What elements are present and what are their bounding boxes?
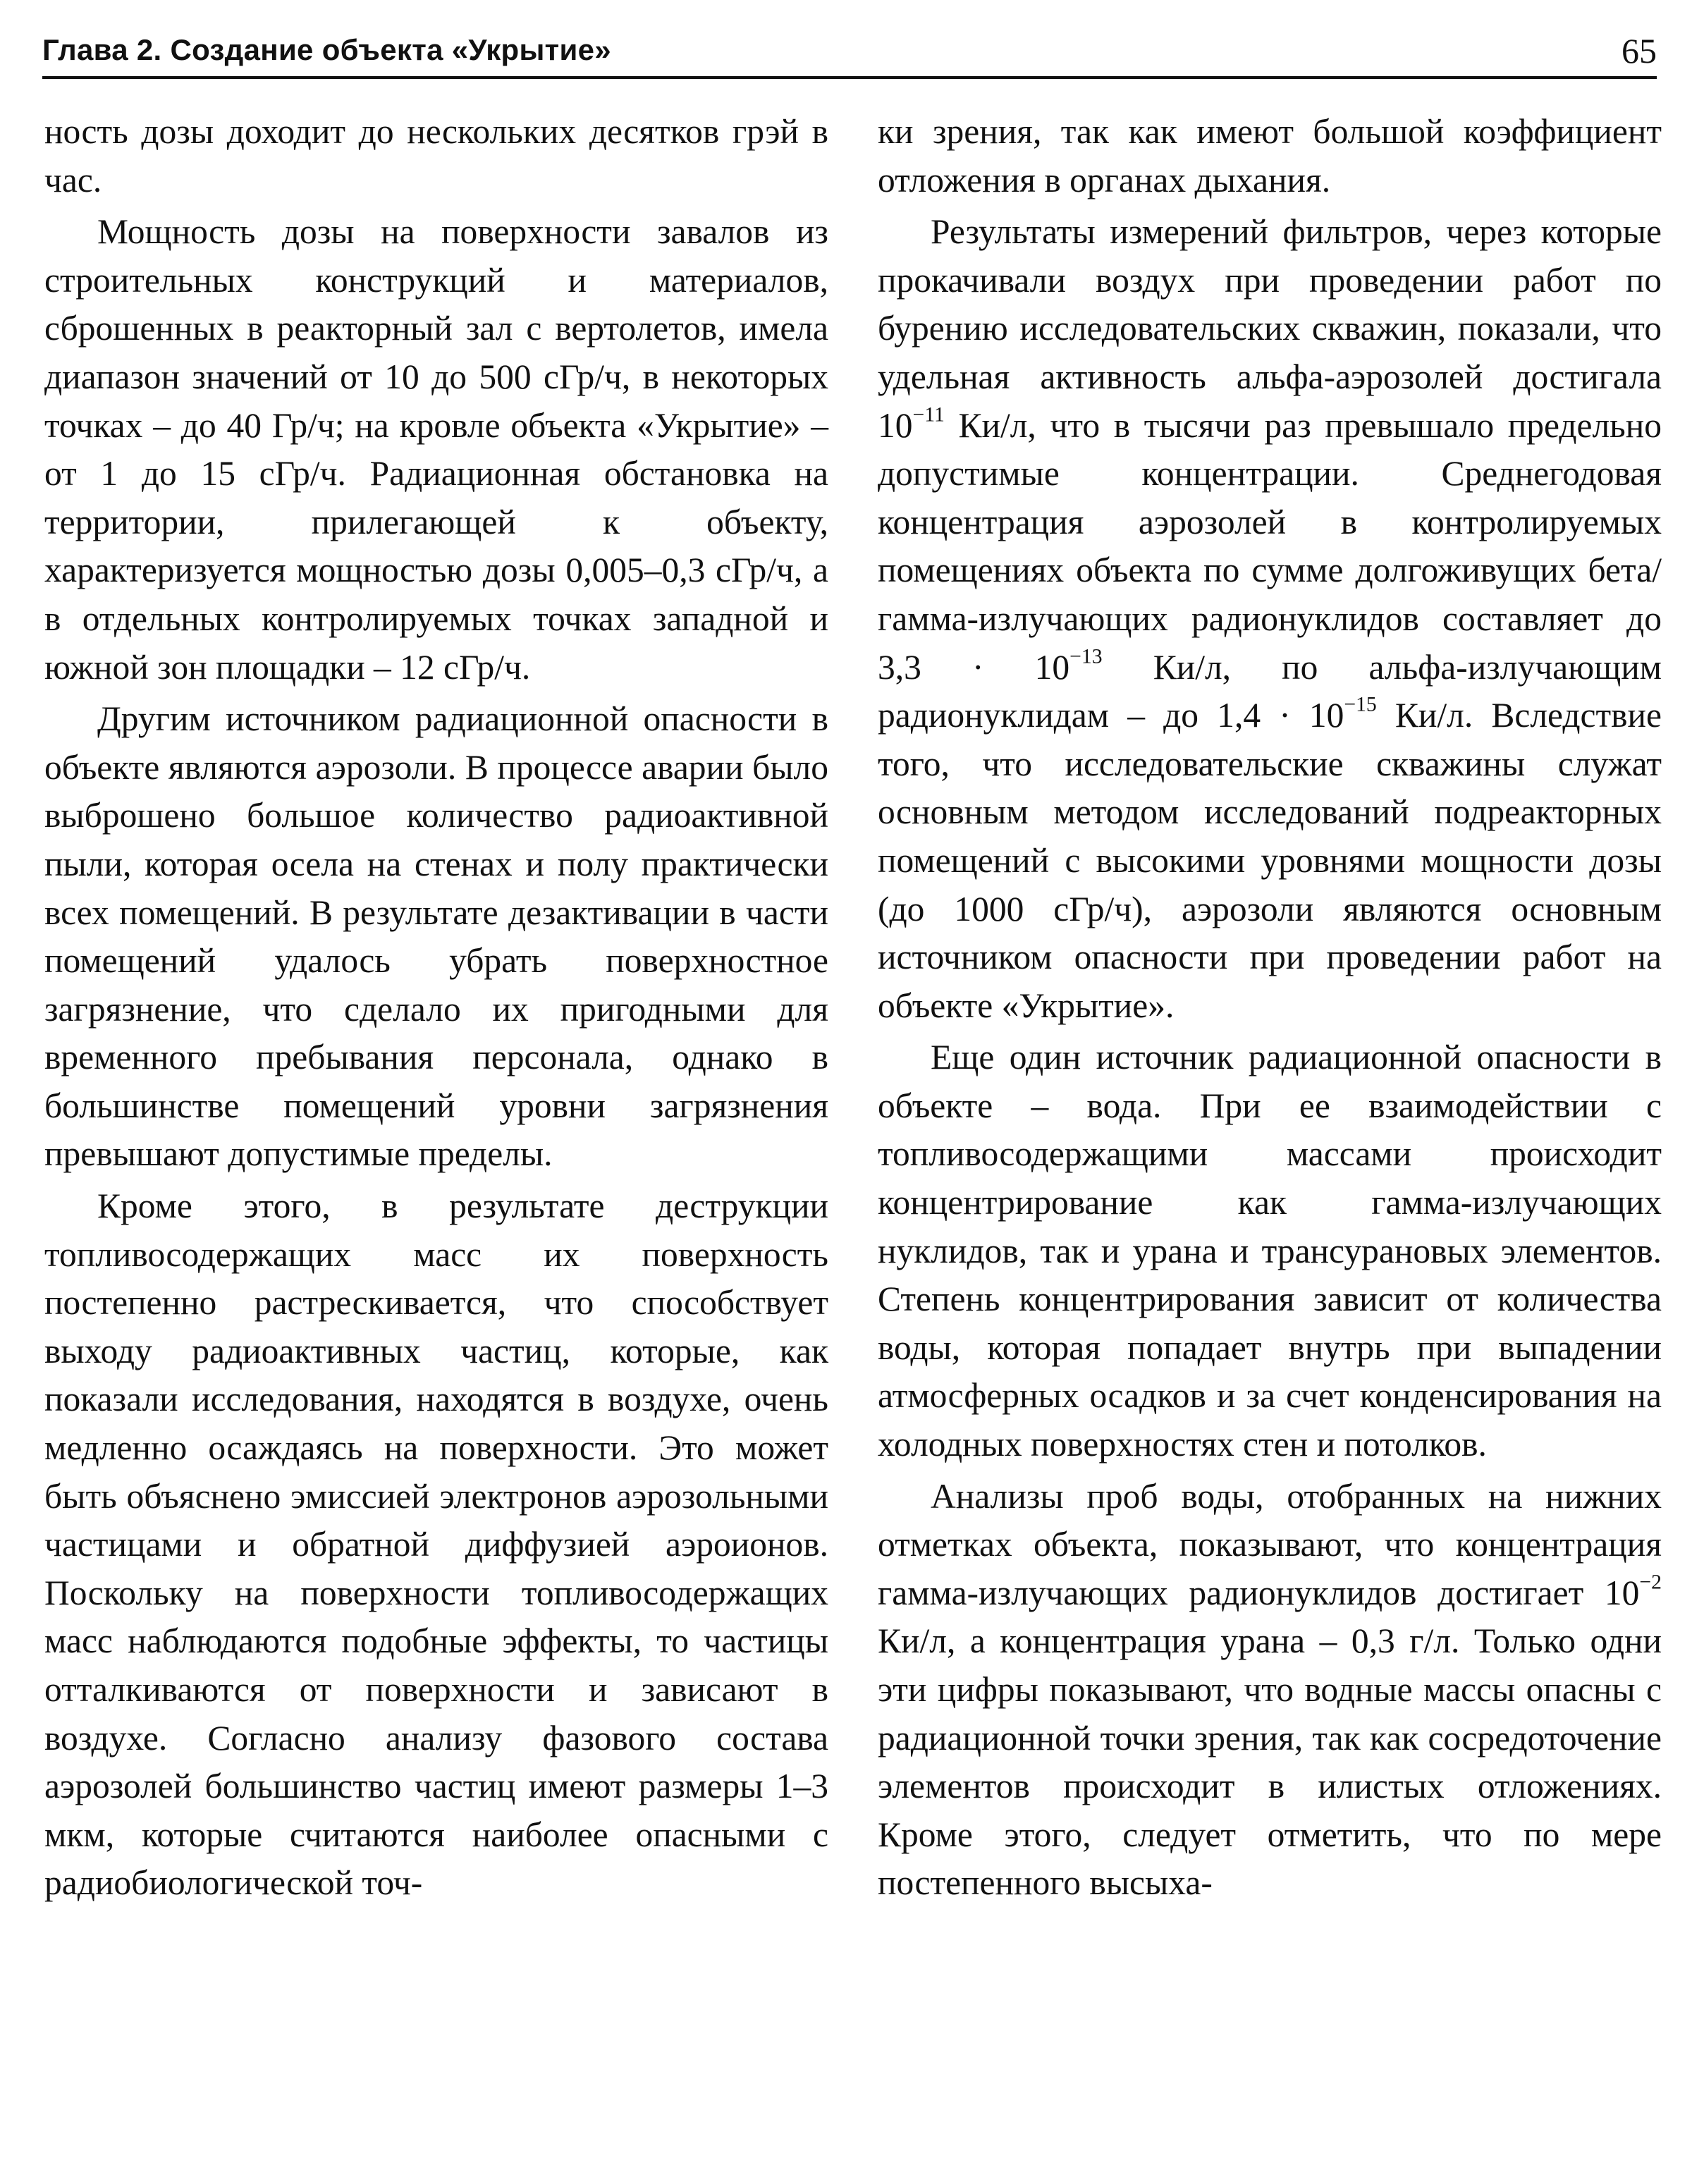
exponent: −15: [1344, 693, 1377, 716]
paragraph: [878, 208, 1662, 1030]
text-run: Ки/л, что в тысячи раз превышало предельно допустимые концентрации. Среднегодовая концентрация аэрозолей в контролируемых помещениях объекта по сумме долгоживущих бета/гамма-излучающих радионуклидов составляет до 3,3 · 10: [878, 405, 1662, 687]
page-header: [42, 31, 1657, 79]
paragraph: Кроме этого, в результате деструкции топливосодержащих масс их поверхность постепенно растрескивается, что способствует выходу радиоактивных частиц, которые, как показали исследования, находятся в воздухе, очень медленно осаждаясь на поверхности. Это может быть объяснено эмиссией электронов аэрозольными частицами и обратной диффузией аэроионов. Поскольку на поверхности топливосодержащих масс наблюдаются подобные эффекты, то частицы отталкиваются от поверхности и зависают в воздухе. Согласно анализу фазового состава аэрозолей большинство частиц имеют размеры 1–3 мкм, которые считаются наиболее опасными с радиобиологической точ-: [44, 1186, 828, 1903]
running-head: Глава 2. Создание объекта «Укрытие»: [42, 33, 611, 66]
text-run: Ки/л. Вследствие того, что исследовательские скважины служат основным методом исследований подреакторных помещений с высокими уровнями мощности дозы (до 1000 сГр/ч), аэрозоли являются основным источником опасности при проведении работ на объекте «Укрытие».: [878, 696, 1662, 1025]
page-number: 65: [1622, 31, 1657, 70]
paragraph: ность дозы доходит до нескольких десятков грэй в час.: [44, 112, 828, 200]
paragraph: ки зрения, так как имеют большой коэффициент отложения в органах дыхания.: [878, 112, 1662, 200]
exponent: −13: [1069, 645, 1103, 668]
text-run: Ки/л, а концентрация урана – 0,3 г/л. Только одни эти цифры показывают, что водные массы опасны с радиационной точки зрения, так как сосредоточение элементов происходит в илистых отложениях. Кроме этого, следует отметить, что по мере постепенного высыха-: [878, 1621, 1662, 1903]
paragraph: Еще один источник радиационной опасности в объекте – вода. При ее взаимодействии с топливосодержащими массами происходит концентрирование как гамма-излучающих нуклидов, так и урана и трансурановых элементов. Степень концентрирования зависит от количества воды, которая попадает внутрь при выпадении атмосферных осадков и за счет конденсирования на холодных поверхностях стен и потолков.: [878, 1038, 1662, 1464]
text-run: Анализы проб воды, отобранных на нижних отметках объекта, показывают, что концентрация гамма-излучающих радионуклидов достигает 10: [878, 1476, 1662, 1612]
text-run: Ки/л, по альфа-излучающим радионуклидам – до 1,4 · 10: [878, 647, 1662, 735]
right-column: [878, 108, 1662, 1911]
left-column: [44, 108, 828, 1911]
exponent: −11: [912, 403, 945, 427]
paragraph: Мощность дозы на поверхности завалов из строительных конструкций и материалов, сброшенных в реакторный зал с вертолетов, имела диапазон значений от 10 до 500 сГр/ч, в некоторых точках – до 40 Гр/ч; на кровле объекта «Укрытие» – от 1 до 15 сГр/ч. Радиационная обстановка на территории, прилегающей к объекту, характеризуется мощностью дозы 0,005–0,3 сГр/ч, а в отдельных контролируемых точках западной и южной зон площадки – 12 сГр/ч.: [44, 212, 828, 687]
exponent: −2: [1639, 1571, 1662, 1594]
paragraph: [878, 1473, 1662, 1908]
text-run: Результаты измерений фильтров, через которые прокачивали воздух при проведении работ по бурению исследовательских скважин, показали, что удельная активность альфа-аэрозолей достигала 10: [878, 212, 1662, 445]
paragraph: Другим источником радиационной опасности в объекте являются аэрозоли. В процессе аварии было выброшено большое количество радиоактивной пыли, которая осела на стенах и полу практически всех помещений. В результате дезактивации в части помещений удалось убрать поверхностное загрязнение, что сделало их пригодными для временного пребывания персонала, однако в большинстве помещений уровни загрязнения превышают допустимые пределы.: [44, 699, 828, 1174]
